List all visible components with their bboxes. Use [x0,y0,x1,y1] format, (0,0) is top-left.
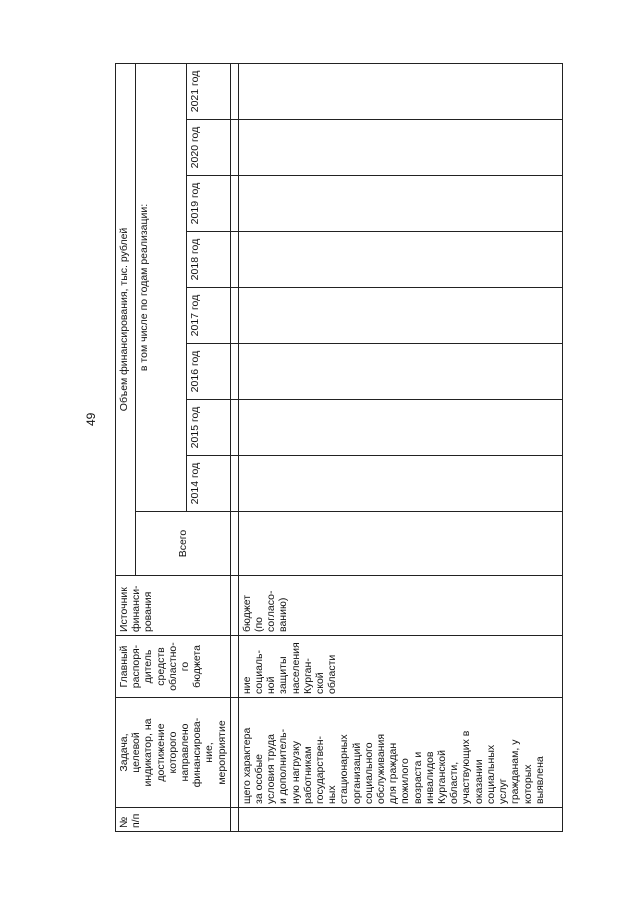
header-year-2015: 2015 год [186,400,230,456]
row-year-2020 [238,120,562,176]
row-source: бюджет (по согласо- ванию) [238,576,562,636]
header-year-2017: 2017 год [186,288,230,344]
header-by-years: в том числе по годам реализации: [136,63,187,511]
header-year-2018: 2018 год [186,232,230,288]
header-task: Задача, целевой индикатор, на достижение которого направлено финансирова- ние, мероприятие [116,698,231,808]
row-task: щего характера за особые условия труда и дополнитель- ную нагрузку работникам государствен- ных стационарных организаций социального обслуживания для граждан пожилого возраста и инвалидов Курганской области, участвующих в оказании социальных услуг гражданам, у которых выявлена [238,698,562,808]
row-year-2017 [238,288,562,344]
header-spacer-row [230,63,238,831]
row-year-2019 [238,176,562,232]
header-total: Всего [136,512,231,576]
row-year-2018 [238,232,562,288]
row-year-2016 [238,344,562,400]
header-year-2016: 2016 год [186,344,230,400]
row-year-2014 [238,456,562,512]
header-manager: Главный распоря- дитель средств областно- го бюджета [116,636,231,698]
financing-table [115,63,563,832]
row-year-2021 [238,63,562,119]
header-source: Источник финанси- рования [116,576,231,636]
table-row [238,63,562,831]
page-number: 49 [84,412,98,426]
header-year-2019: 2019 год [186,176,230,232]
row-num [238,808,562,832]
header-year-2014: 2014 год [186,456,230,512]
header-volume: Объем финансирования, тыс. рублей [116,63,136,575]
row-manager: ние социаль- ной защиты населения Курган- ской области [238,636,562,698]
header-num: № п/п [116,808,231,832]
rotated-sheet [115,52,575,832]
header-year-2020: 2020 год [186,120,230,176]
header-year-2021: 2021 год [186,63,230,119]
row-year-2015 [238,400,562,456]
row-total [238,512,562,576]
